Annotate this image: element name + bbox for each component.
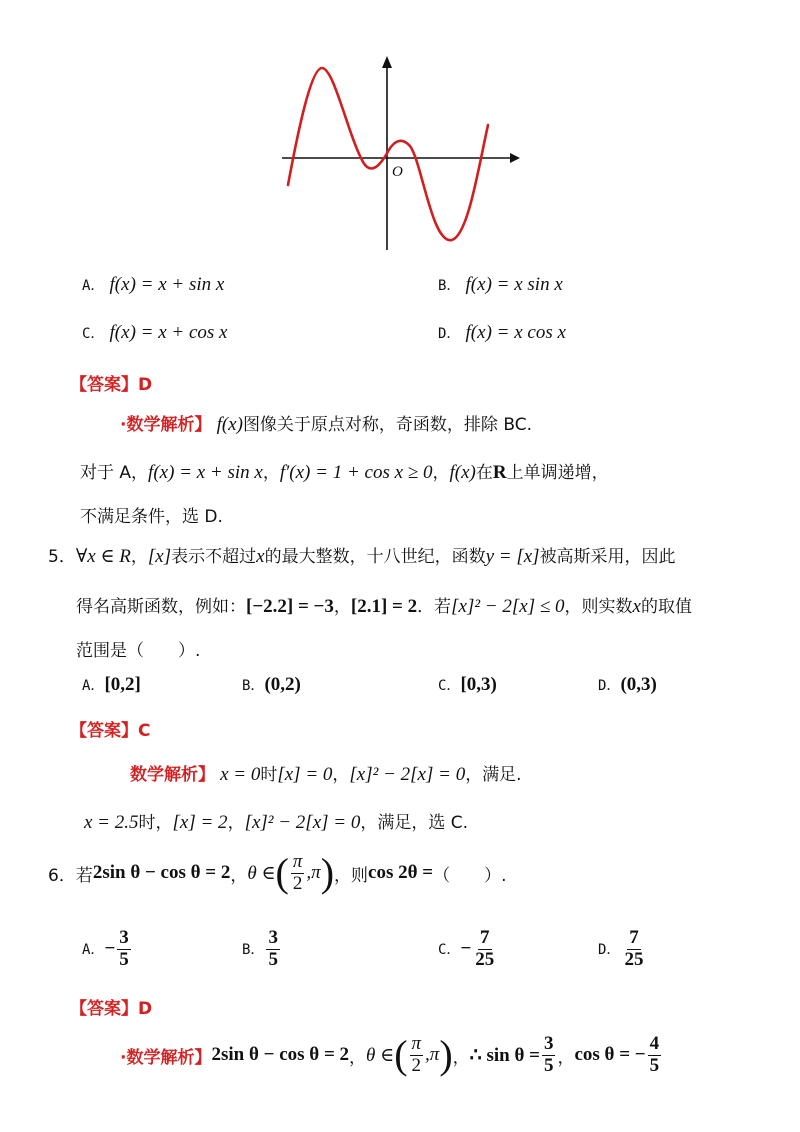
q5-an1-e: [x]² − 2[x] = 0	[349, 764, 466, 785]
q5-analysis-line2	[84, 808, 468, 834]
q4-answer-tag: 【答案】	[70, 375, 138, 395]
q5-l2-f: [x]² − 2[x] ≤ 0	[451, 596, 565, 617]
q4-option-a-label: A．	[82, 278, 105, 294]
q6-an1-g: cos θ = −	[574, 1044, 646, 1066]
q5-an2-b: 时，	[138, 813, 173, 833]
q4-analysis2-b: f(x) = x + sin x	[148, 462, 263, 483]
q6-option-b-frac	[266, 928, 280, 971]
q5-option-b-value: (0,2)	[264, 674, 301, 695]
function-curve	[288, 68, 488, 240]
q5-number: 5．	[48, 547, 76, 567]
q5-l2-h: x	[632, 596, 641, 617]
q6-an1-lparen: (	[394, 1032, 408, 1078]
x-axis-arrow	[510, 153, 520, 163]
q6-l1-g: （ ）.	[433, 865, 507, 886]
q6-answer	[70, 994, 152, 1019]
q6-l1-e: ，则	[334, 865, 369, 886]
q6-an1-rparen: )	[439, 1032, 453, 1078]
q5-l2-g: ，则实数	[564, 597, 633, 617]
q6-option-d-den: 25	[624, 948, 644, 970]
q5-l1-f: 的最大整数，十八世纪，函数	[264, 547, 486, 567]
q4-analysis2-a: 对于 A，	[80, 463, 149, 483]
q4-answer-value: D	[138, 375, 153, 395]
q6-option-c-den: 25	[475, 948, 495, 970]
q4-analysis1-text: 图像关于原点对称，奇函数，排除 BC.	[242, 415, 532, 435]
q5-l1-g: y = [x]	[485, 546, 540, 567]
q5-line1	[48, 542, 676, 568]
q6-option-d-frac	[622, 928, 645, 971]
origin-label: O	[392, 164, 403, 180]
q6-an1-cos-num: 4	[649, 1033, 660, 1054]
q6-option-b	[242, 928, 282, 971]
q6-l1-frac	[291, 852, 305, 895]
q6-l1-pi-den: 2	[292, 872, 303, 894]
q6-an1-d: ，	[452, 1047, 470, 1068]
q4-option-c	[82, 322, 227, 344]
q4-option-d-expr: f(x) = x cos x	[465, 322, 566, 343]
q4-analysis1-expr: f(x)	[216, 414, 243, 435]
q6-an1-cos-frac	[648, 1034, 662, 1077]
q5-l1-c: [x]	[147, 546, 172, 567]
q6-an1-pi-tail: ,π	[425, 1044, 440, 1066]
q6-option-d-num: 7	[629, 927, 639, 948]
q5-an2-f: ，满足，选 C.	[360, 813, 469, 833]
q6-option-c-frac	[473, 928, 496, 971]
q5-an2-c: [x] = 2	[172, 812, 228, 833]
q4-answer	[70, 370, 152, 395]
q6-number: 6．	[48, 865, 76, 886]
q5-an1-f: ，满足.	[465, 765, 522, 785]
q5-analysis-line1	[130, 760, 522, 786]
q6-an1-pi-den: 2	[411, 1054, 422, 1076]
q6-option-d	[598, 928, 647, 971]
q6-answer-value: D	[138, 999, 153, 1019]
q4-analysis-line2	[80, 458, 609, 484]
q5-answer	[70, 716, 150, 741]
q5-l2-b: [−2.2] = −3	[246, 596, 334, 617]
q6-l1-f: cos 2θ =	[368, 862, 434, 884]
q6-an1-e: ∴ sin θ =	[469, 1044, 540, 1066]
q6-l1-pi-tail: ,π	[306, 862, 321, 884]
q5-option-a	[82, 674, 141, 696]
q5-option-c-value: [0,3)	[460, 674, 497, 695]
q6-an1-sin-den: 5	[543, 1054, 554, 1076]
q4-option-c-expr: f(x) = x + cos x	[109, 322, 228, 343]
q5-option-a-value: [0,2]	[104, 674, 141, 695]
q6-an1-a: 2sin θ − cos θ = 2	[211, 1044, 350, 1066]
q6-l1-pi-num: π	[292, 851, 303, 872]
q5-l1-a: ∀x ∈ R	[75, 546, 131, 567]
q4-analysis2-d: f′(x) = 1 + cos x ≥ 0	[279, 462, 433, 483]
q6-option-b-num: 3	[268, 927, 278, 948]
q4-option-a	[82, 274, 224, 296]
q4-analysis2-h: R	[492, 462, 507, 483]
q6-answer-tag: 【答案】	[70, 999, 138, 1019]
q5-option-d-value: (0,3)	[620, 674, 657, 695]
q5-l3: 范围是（ ）.	[76, 641, 201, 661]
q6-option-c-num: 7	[480, 927, 490, 948]
q5-l1-d: 表示不超过	[171, 547, 257, 567]
q6-an1-sin-frac	[542, 1034, 556, 1077]
q6-an1-frac	[410, 1034, 424, 1077]
q5-an2-d: ，	[227, 813, 245, 833]
q6-l1-lparen: (	[275, 850, 289, 896]
q5-l2-a: 得名高斯函数，例如：	[76, 597, 246, 617]
q5-l2-i: 的取值	[640, 597, 692, 617]
q5-line2	[76, 592, 692, 618]
q4-analysis2-f: f(x)	[449, 462, 476, 483]
q5-answer-value: C	[138, 721, 151, 741]
q6-option-a-frac	[117, 928, 131, 971]
q5-option-a-label: A．	[82, 678, 105, 694]
q4-option-b	[438, 274, 563, 296]
q4-analysis2-c: ，	[262, 463, 280, 483]
q5-an1-a: x = 0	[220, 764, 261, 785]
q5-l2-c: ，	[333, 597, 351, 617]
q5-l1-b: ，	[130, 547, 148, 567]
q6-an1-f: ，	[557, 1047, 575, 1068]
q4-analysis3: 不满足条件，选 D.	[80, 507, 223, 527]
q6-option-b-den: 5	[268, 948, 278, 970]
q5-option-d-label: D．	[598, 678, 621, 694]
q5-l1-e: x	[256, 546, 265, 567]
q4-analysis-tag: ·数学解析】	[120, 415, 212, 435]
q6-an1-c: θ ∈	[366, 1044, 395, 1066]
q6-option-c	[438, 928, 498, 971]
q5-analysis-tag: 数学解析】	[130, 765, 215, 785]
q6-analysis-tag: ·数学解析】	[120, 1047, 212, 1068]
q5-line3	[76, 636, 200, 661]
q6-l1-a: 若	[75, 865, 93, 886]
q6-option-a	[82, 928, 133, 971]
q6-option-a-sign: −	[104, 938, 116, 960]
q6-an1-b: ，	[349, 1047, 367, 1068]
q6-option-c-sign: −	[460, 938, 472, 960]
q5-option-c-label: C．	[438, 678, 461, 694]
q5-option-c	[438, 674, 497, 696]
q5-option-d	[598, 674, 657, 696]
q6-an1-sin-num: 3	[543, 1033, 554, 1054]
q4-option-d-label: D．	[438, 326, 461, 342]
q6-an1-pi-num: π	[411, 1033, 422, 1054]
q6-an1-cos-den: 5	[649, 1054, 660, 1076]
q6-l1-c: ，	[230, 865, 248, 886]
q6-option-b-label: B．	[242, 942, 265, 959]
q5-l2-d: [2.1] = 2	[350, 596, 418, 617]
function-graph	[270, 50, 530, 260]
q6-l1-d: θ ∈	[247, 862, 276, 884]
q5-an1-d: ，	[332, 765, 350, 785]
q6-analysis-line1	[120, 1034, 663, 1077]
q4-analysis2-g: 在	[475, 463, 493, 483]
q6-option-d-label: D．	[598, 942, 621, 959]
q6-option-c-label: C．	[438, 942, 461, 959]
q4-analysis-line3	[80, 502, 223, 527]
q6-option-a-den: 5	[119, 948, 129, 970]
q5-answer-tag: 【答案】	[70, 721, 138, 741]
q6-l1-b: 2sin θ − cos θ = 2	[92, 862, 231, 884]
q5-l1-h: 被高斯采用，因此	[539, 547, 676, 567]
q4-option-b-expr: f(x) = x sin x	[465, 274, 563, 295]
q4-analysis2-e: ，	[432, 463, 450, 483]
q6-option-a-num: 3	[119, 927, 129, 948]
q6-line1	[48, 852, 507, 895]
q6-option-a-label: A．	[82, 942, 105, 959]
y-axis-arrow	[382, 56, 392, 68]
q5-an2-e: [x]² − 2[x] = 0	[244, 812, 361, 833]
q4-option-b-label: B．	[438, 278, 461, 294]
q4-analysis2-i: 上单调递增，	[506, 463, 609, 483]
q4-option-c-label: C．	[82, 326, 105, 342]
q5-an1-b: 时	[260, 765, 278, 785]
q4-analysis-line1	[120, 410, 532, 436]
q4-option-a-expr: f(x) = x + sin x	[109, 274, 225, 295]
q5-l2-e: ．若	[417, 597, 452, 617]
q5-an2-a: x = 2.5	[84, 812, 139, 833]
q6-l1-rparen: )	[320, 850, 335, 896]
q5-option-b	[242, 674, 301, 696]
q4-option-d	[438, 322, 566, 344]
q5-option-b-label: B．	[242, 678, 265, 694]
q5-an1-c: [x] = 0	[277, 764, 333, 785]
